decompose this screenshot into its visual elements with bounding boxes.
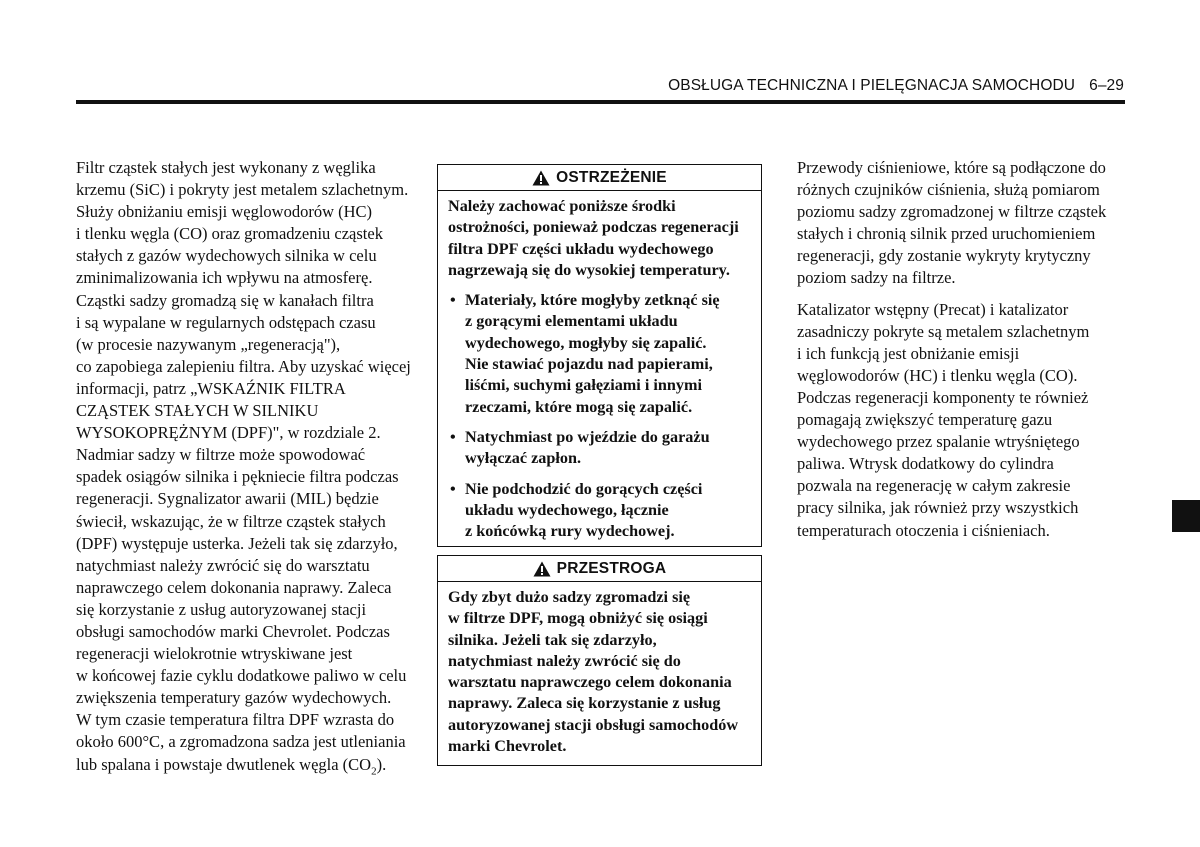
header-title: OBSŁUGA TECHNICZNA I PIELĘGNACJA SAMOCHODU <box>668 77 1076 94</box>
warning-box-body <box>438 191 761 542</box>
warning-triangle-icon <box>533 561 551 577</box>
warning-box-header <box>438 165 761 191</box>
header-rule <box>76 100 1125 104</box>
caution-box-header <box>438 556 761 582</box>
right-paragraph: Przewody ciśnieniowe, które są podłączone do różnych czujników ciśnienia, służą pomiarom poziomu sadzy zgromadzonej w filtrze cząstek stałych i chronią silnik przed uruchomieniem regeneracji, gdy zostanie wykryty krytyczny poziom sadzy na filtrze. <box>797 158 1107 288</box>
caution-box-title: PRZESTROGA <box>556 559 667 577</box>
left-paragraph-tail: ). <box>376 754 387 774</box>
warning-box <box>437 164 762 547</box>
left-column <box>76 157 416 776</box>
page-header <box>668 77 1124 95</box>
warning-bullet: • Natychmiast po wjeździe do garażu wyłączać zapłon. <box>448 427 753 470</box>
warning-bullet-list <box>448 290 753 542</box>
right-paragraph: Katalizator wstępny (Precat) i katalizator zasadniczy pokryte są metalem szlachetnym i ich funkcją jest obniżanie emisji węglowodorów (HC) i tlenku węgla (CO). Podczas regeneracji komponenty te również pomagają zwiększyć temperaturę gazu wydechowego przez spalanie wtryśniętego paliwa. Wtrysk dodatkowy do cylindra pozwala na regenerację w całym zakresie pracy silnika, jak również przy wszystkich temperaturach otoczenia i ciśnieniach. <box>797 299 1090 540</box>
caution-box-body <box>438 582 761 757</box>
warning-intro: Należy zachować poniższe środki ostrożności, ponieważ podczas regeneracji filtra DPF części układu wydechowego nagrzewają się do wysokiej temperatury. <box>448 197 739 279</box>
left-paragraph <box>76 157 416 776</box>
caution-box <box>437 555 762 766</box>
warning-triangle-icon <box>532 170 550 186</box>
chapter-tab-marker <box>1172 500 1200 532</box>
co2-subscript: 2 <box>371 764 377 777</box>
caution-text: Gdy zbyt dużo sadzy zgromadzi się w filtrze DPF, mogą obniżyć się osiągi silnika. Jeżeli tak się zdarzyło, natychmiast należy zwrócić się do warsztatu naprawczego celem dokonania naprawy. Zaleca się korzystanie z usług autoryzowanej stacji obsługi samochodów marki Chevrolet. <box>448 588 739 756</box>
warning-bullet: • Materiały, które mogłyby zetknąć się z gorącymi elementami układu wydechowego, mogłyby się zapalić. Nie stawiać pojazdu nad papierami, liśćmi, suchymi gałęziami i innymi rzeczami, które mogą się zapalić. <box>448 290 753 418</box>
left-paragraph-text: Filtr cząstek stałych jest wykonany z węglika krzemu (SiC) i pokryty jest metalem szlachetnym. Służy obniżaniu emisji węglowodorów (HC) i tlenku węgla (CO) oraz gromadzeniu cząstek stałych z gazów wydechowych silnika w celu zminimalizowania ich wpływu na atmosferę. Cząstki sadzy gromadzą się w kanałach filtra i są wypalane w regularnych odstępach czasu (w procesie nazywanym „regeneracją"), co zapobiega zalepieniu filtra. Aby uzyskać więcej informacji, patrz „WSKAŹNIK FILTRA CZĄSTEK STAŁYCH W SILNIKU WYSOKOPRĘŻNYM (DPF)", w rozdziale 2. Nadmiar sadzy w filtrze może spowodować spadek osiągów silnika i pękniecie filtra podczas regeneracji. Sygnalizator awarii (MIL) będzie świecił, wskazując, że w filtrze cząstek stałych (DPF) występuje usterka. Jeżeli tak się zdarzyło, natychmiast należy zwrócić się do warsztatu naprawczego celem dokonania naprawy. Zaleca się korzystanie z usług autoryzowanej stacji obsługi samochodów marki Chevrolet. Podczas regeneracji wielokrotnie wtryskiwane jest w końcowej fazie cyklu dodatkowe paliwo w celu zwiększenia temperatury gazów wydechowych. W tym czasie temperatura filtra DPF wzrasta do około 600°C, a zgromadzona sadza jest utleniania lub spalana i powstaje dwutlenek węgla (CO <box>76 158 411 774</box>
warning-box-title: OSTRZEŻENIE <box>556 168 667 186</box>
page-number: 6–29 <box>1089 77 1124 94</box>
warning-bullet: • Nie podchodzić do gorących części układu wydechowego, łącznie z końcówką rury wydechowej. <box>448 479 753 543</box>
right-column <box>797 157 1137 542</box>
